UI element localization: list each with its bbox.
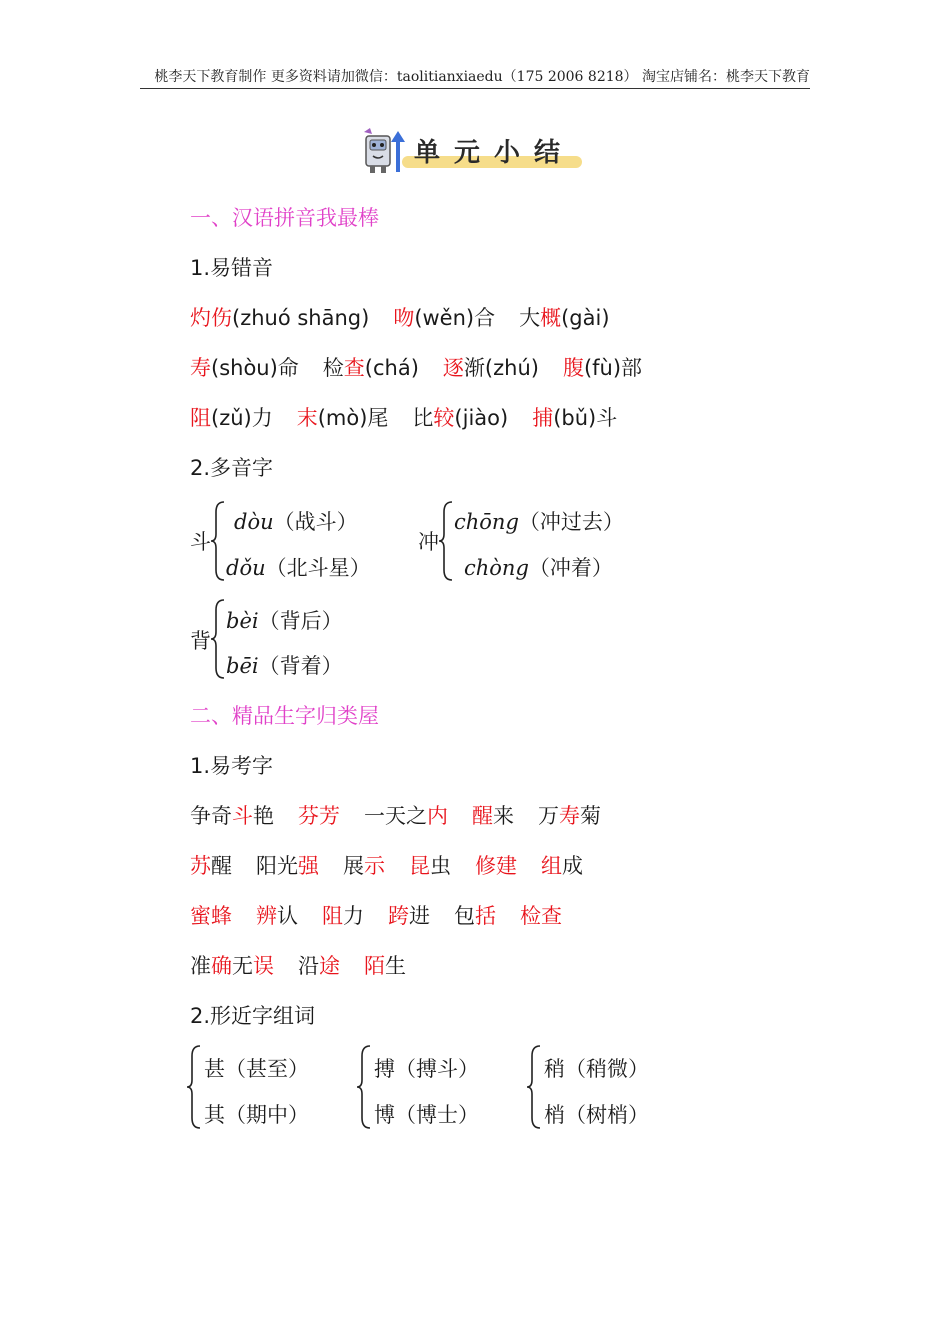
- similar-char-word: 稍（稍微）: [544, 1057, 649, 1081]
- highlighted-text: 组: [541, 854, 562, 878]
- highlighted-text: 斗: [232, 804, 253, 828]
- word-group: [388, 904, 430, 928]
- highlighted-text: 修建: [475, 854, 517, 878]
- word-group: [538, 804, 601, 828]
- plain-text: (fù)部: [583, 356, 643, 380]
- plain-text: (chá): [364, 356, 419, 380]
- frequent-characters-row: [190, 800, 601, 830]
- word-group: [256, 904, 298, 928]
- word-group: [412, 406, 508, 430]
- plain-text: 认: [277, 904, 298, 928]
- pinyin: bēi: [226, 654, 259, 678]
- plain-text: 展: [343, 854, 364, 878]
- polyphone-reading: [226, 650, 343, 680]
- subsection-similar-characters: 2.形近字组词: [190, 1004, 316, 1028]
- banner-title: 单元小结: [414, 138, 575, 168]
- highlighted-text: 强: [298, 854, 319, 878]
- plain-text: (zhuó shāng): [232, 306, 370, 330]
- plain-text: (jiào): [454, 406, 509, 430]
- pinyin: chōng: [454, 510, 519, 534]
- highlighted-text: 腹: [562, 356, 584, 380]
- highlighted-text: 蜜蜂: [190, 904, 232, 928]
- plain-text: (shòu)命: [211, 356, 299, 380]
- plain-text: 检: [322, 356, 344, 380]
- highlighted-text: 误: [253, 954, 274, 978]
- highlighted-text: 陌: [364, 954, 385, 978]
- plain-text: 准: [190, 954, 211, 978]
- word-group: [343, 854, 385, 878]
- subsection-confusing-sounds: 1.易错音: [190, 256, 274, 280]
- word-group: [532, 406, 617, 430]
- plain-text: 艳: [253, 804, 274, 828]
- pinyin: chòng: [464, 556, 529, 580]
- word-group: [190, 804, 274, 828]
- confusing-sounds-row: [190, 352, 642, 382]
- word-group: [190, 954, 274, 978]
- highlighted-text: 灼伤: [190, 306, 232, 330]
- word-group: [256, 854, 319, 878]
- plain-text: 包: [454, 904, 475, 928]
- polyphone-reading: [464, 552, 613, 582]
- example-word: （背着）: [258, 654, 343, 678]
- word-group: [298, 804, 340, 828]
- word-group: [443, 356, 539, 380]
- plain-text: 菊: [580, 804, 601, 828]
- highlighted-text: 捕: [532, 406, 554, 430]
- similar-char-word: 博（博士）: [374, 1103, 479, 1127]
- word-group: [541, 854, 583, 878]
- plain-text: 虫: [430, 854, 451, 878]
- similar-char-word: 梢（树梢）: [544, 1103, 649, 1127]
- highlighted-text: 途: [319, 954, 340, 978]
- highlighted-text: 苏: [190, 854, 211, 878]
- word-group: [297, 406, 389, 430]
- plain-text: 无: [232, 954, 253, 978]
- header-divider: [140, 88, 810, 89]
- word-group: [519, 306, 609, 330]
- plain-text: 争奇: [190, 804, 232, 828]
- highlighted-text: 辨: [256, 904, 277, 928]
- highlighted-text: 末: [296, 406, 318, 430]
- page-header: 桃李天下教育制作 更多资料请加微信：taolitianxiaedu（175 2006 8218） 淘宝店铺名：桃李天下教育: [154, 69, 810, 85]
- brace-icon: [210, 598, 226, 680]
- word-group: [520, 904, 562, 928]
- frequent-characters-row: [190, 850, 583, 880]
- similar-char-word: 搏（搏斗）: [374, 1057, 479, 1081]
- polyphone-reading: [454, 506, 624, 536]
- word-group: [190, 406, 273, 430]
- plain-text: 万: [538, 804, 559, 828]
- brace-icon: [210, 500, 226, 582]
- plain-text: 一天之: [364, 804, 427, 828]
- polyphone-reading: [226, 605, 343, 635]
- plain-text: 成: [562, 854, 583, 878]
- word-group: [323, 356, 419, 380]
- highlighted-text: 阻: [190, 406, 211, 430]
- highlighted-text: 逐: [442, 356, 464, 380]
- word-group: [190, 904, 232, 928]
- highlighted-text: 检查: [520, 904, 562, 928]
- plain-text: (bǔ)斗: [553, 406, 618, 430]
- plain-text: 沿: [298, 954, 319, 978]
- polyphone-reading: [234, 506, 358, 536]
- confusing-sounds-row: [190, 302, 610, 332]
- word-group: [298, 954, 340, 978]
- word-group: [364, 954, 406, 978]
- brace-icon: [186, 1044, 202, 1130]
- word-group: [190, 306, 369, 330]
- highlighted-text: 寿: [190, 356, 211, 380]
- plain-text: 力: [343, 904, 364, 928]
- plain-text: 阳光: [256, 854, 298, 878]
- highlighted-text: 阻: [322, 904, 343, 928]
- highlighted-text: 较: [433, 406, 455, 430]
- plain-text: (zǔ)力: [211, 406, 273, 430]
- similar-char-word: 其（期中）: [204, 1103, 309, 1127]
- highlighted-text: 跨: [388, 904, 409, 928]
- plain-text: 比: [412, 406, 434, 430]
- polyphone-char-bei: 背: [190, 629, 211, 653]
- highlighted-text: 查: [343, 356, 365, 380]
- pinyin: dòu: [234, 510, 274, 534]
- word-group: [563, 356, 642, 380]
- pinyin: dǒu: [226, 556, 266, 580]
- highlighted-text: 括: [475, 904, 496, 928]
- pinyin: bèi: [226, 609, 259, 633]
- word-group: [190, 356, 299, 380]
- highlighted-text: 寿: [559, 804, 580, 828]
- brace-icon: [438, 500, 454, 582]
- highlighted-text: 内: [427, 804, 448, 828]
- plain-text: (wěn)合: [414, 306, 496, 330]
- word-group: [475, 854, 517, 878]
- plain-text: (gài): [561, 306, 610, 330]
- plain-text: 大: [519, 306, 541, 330]
- highlighted-text: 醒: [472, 804, 493, 828]
- highlighted-text: 确: [211, 954, 232, 978]
- unit-summary-banner: [360, 126, 585, 176]
- highlighted-text: 芬芳: [298, 804, 340, 828]
- highlighted-text: 昆: [409, 854, 430, 878]
- plain-text: 来: [493, 804, 514, 828]
- example-word: （背后）: [258, 609, 343, 633]
- word-group: [190, 854, 232, 878]
- section-title-pinyin: 一、汉语拼音我最棒: [190, 206, 379, 230]
- example-word: （北斗星）: [265, 556, 371, 580]
- subsection-polyphones: 2.多音字: [190, 456, 274, 480]
- polyphone-char-chong: 冲: [418, 530, 439, 554]
- plain-text: 渐(zhú): [463, 356, 539, 380]
- example-word: （战斗）: [273, 510, 358, 534]
- word-group: [322, 904, 364, 928]
- highlighted-text: 示: [364, 854, 385, 878]
- example-word: （冲着）: [528, 556, 613, 580]
- plain-text: 醒: [211, 854, 232, 878]
- book-mascot-icon: [360, 126, 406, 176]
- brace-icon: [526, 1044, 542, 1130]
- similar-char-word: 甚（甚至）: [204, 1057, 309, 1081]
- example-word: （冲过去）: [518, 510, 624, 534]
- frequent-characters-row: [190, 900, 562, 930]
- word-group: [364, 804, 448, 828]
- highlighted-text: 概: [540, 306, 562, 330]
- polyphone-char-dou: 斗: [190, 530, 211, 554]
- plain-text: (mò)尾: [317, 406, 389, 430]
- word-group: [472, 804, 514, 828]
- polyphone-reading: [226, 552, 371, 582]
- word-group: [409, 854, 451, 878]
- subsection-frequent-characters: 1.易考字: [190, 754, 274, 778]
- brace-icon: [356, 1044, 372, 1130]
- word-group: [454, 904, 496, 928]
- confusing-sounds-row: [190, 402, 617, 432]
- section-title-characters: 二、精品生字归类屋: [190, 704, 379, 728]
- highlighted-text: 吻: [393, 306, 415, 330]
- word-group: [393, 306, 495, 330]
- frequent-characters-row: [190, 950, 406, 980]
- plain-text: 进: [409, 904, 430, 928]
- plain-text: 生: [385, 954, 406, 978]
